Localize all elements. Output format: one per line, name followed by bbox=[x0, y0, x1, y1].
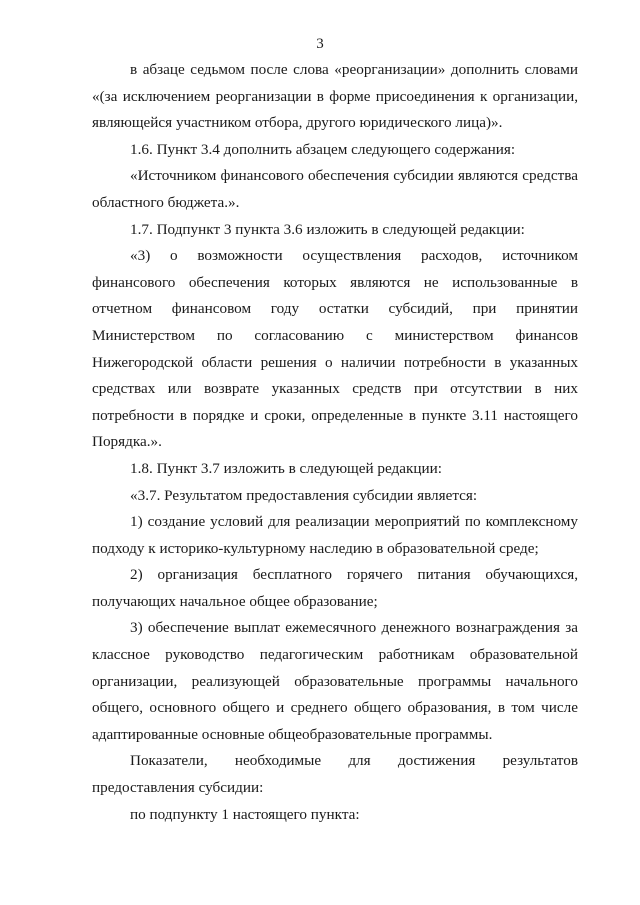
paragraph-1-6: 1.6. Пункт 3.4 дополнить абзацем следующего содержания: bbox=[130, 140, 516, 158]
paragraph-indicators: Показатели, необходимые для достижения результатов предоставления субсидии: bbox=[92, 752, 578, 797]
page-number: 3 bbox=[316, 36, 324, 52]
paragraph-reorganization-amendment: в абзаце седьмом после слова «реорганизации» дополнить словами «(за исключением реорганизации в форме присоединения к организации, являющейся участником отбора, другого юридического лица)». bbox=[92, 61, 578, 132]
paragraph-3-7: «3.7. Результатом предоставления субсидии является: bbox=[130, 486, 478, 504]
paragraph-subpoint-1-ref: по подпункту 1 настоящего пункта: bbox=[130, 805, 360, 823]
paragraph-result-3: 3) обеспечение выплат ежемесячного денежного вознаграждения за классное руководство педагогическим работникам образовательной организации, реализующей образовательные программы начального общего, основного общего и среднего общего образования, в том числе адаптированные основные общеобразовательные программы. bbox=[92, 619, 578, 743]
paragraph-subpoint-3: «3) о возможности осуществления расходов, источником финансового обеспечения которых являются не использованные в отчетном финансовом году остатки субсидий, при принятии Министерством по согласованию с министерством финансов Нижегородской области решения о наличии потребности в указанных средствах или возврате указанных средств при отсутствии в них потребности в порядке и сроки, определенные в пункте 3.11 настоящего Порядка.». bbox=[92, 247, 578, 451]
document-body bbox=[92, 57, 578, 828]
paragraph-result-2: 2) организация бесплатного горячего питания обучающихся, получающих начальное общее образование; bbox=[92, 566, 578, 610]
paragraph-1-8: 1.8. Пункт 3.7 изложить в следующей редакции: bbox=[130, 459, 443, 477]
paragraph-funding-source: «Источником финансового обеспечения субсидии являются средства областного бюджета.». bbox=[92, 167, 578, 211]
paragraph-1-7: 1.7. Подпункт 3 пункта 3.6 изложить в следующей редакции: bbox=[130, 220, 525, 238]
paragraph-result-1: 1) создание условий для реализации мероприятий по комплексному подходу к историко-культурному наследию в образовательной среде; bbox=[92, 513, 578, 557]
